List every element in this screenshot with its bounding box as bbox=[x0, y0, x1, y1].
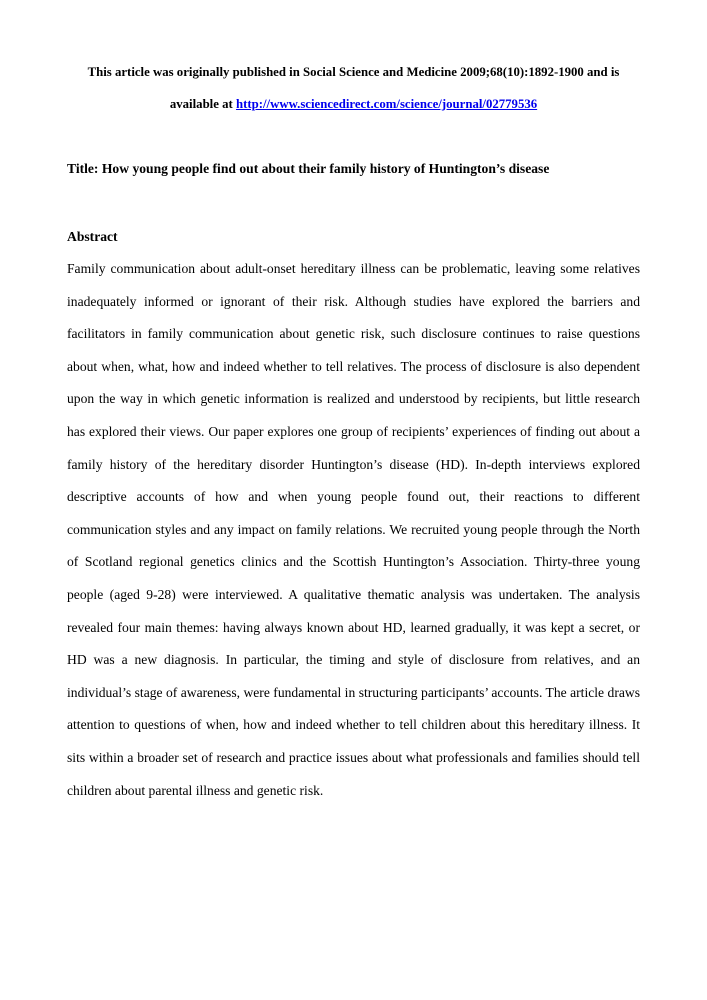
publication-notice bbox=[67, 56, 640, 120]
publication-notice-line1: This article was originally published in Social Science and Medicine 2009;68(10):1892-1900 and is bbox=[87, 65, 620, 79]
journal-link[interactable]: http://www.sciencedirect.com/science/journal/02779536 bbox=[235, 97, 538, 111]
abstract-heading: Abstract bbox=[67, 229, 118, 244]
abstract-body: Family communication about adult-onset hereditary illness can be problematic, leaving some relatives inadequately informed or ignorant of their risk. Although studies have explored the barriers and facilitators in family communication about genetic risk, such disclosure continues to raise questions about when, what, how and indeed whether to tell relatives. The process of disclosure is also dependent upon the way in which genetic information is realized and understood by recipients, but little research has explored their views. Our paper explores one group of recipients’ experiences of finding out about a family history of the hereditary disorder Huntington’s disease (HD). In-depth interviews explored descriptive accounts of how and when young people found out, their reactions to different communication styles and any impact on family relations. We recruited young people through the North of Scotland regional genetics clinics and the Scottish Huntington’s Association. Thirty-three young people (aged 9-28) were interviewed. A qualitative thematic analysis was undertaken. The analysis revealed four main themes: having always known about HD, learned gradually, it was kept a secret, or HD was a new diagnosis. In particular, the timing and style of disclosure from relatives, and an individual’s stage of awareness, were fundamental in structuring participants’ accounts. The article draws attention to questions of when, how and indeed whether to tell children about this hereditary illness. It sits within a broader set of research and practice issues about what professionals and families should tell children about parental illness and genetic risk. bbox=[67, 261, 640, 798]
availability-prefix: available at bbox=[169, 97, 236, 111]
article-title: Title: How young people find out about their family history of Huntington’s disease bbox=[67, 161, 550, 176]
publication-notice-line2 bbox=[67, 88, 640, 120]
